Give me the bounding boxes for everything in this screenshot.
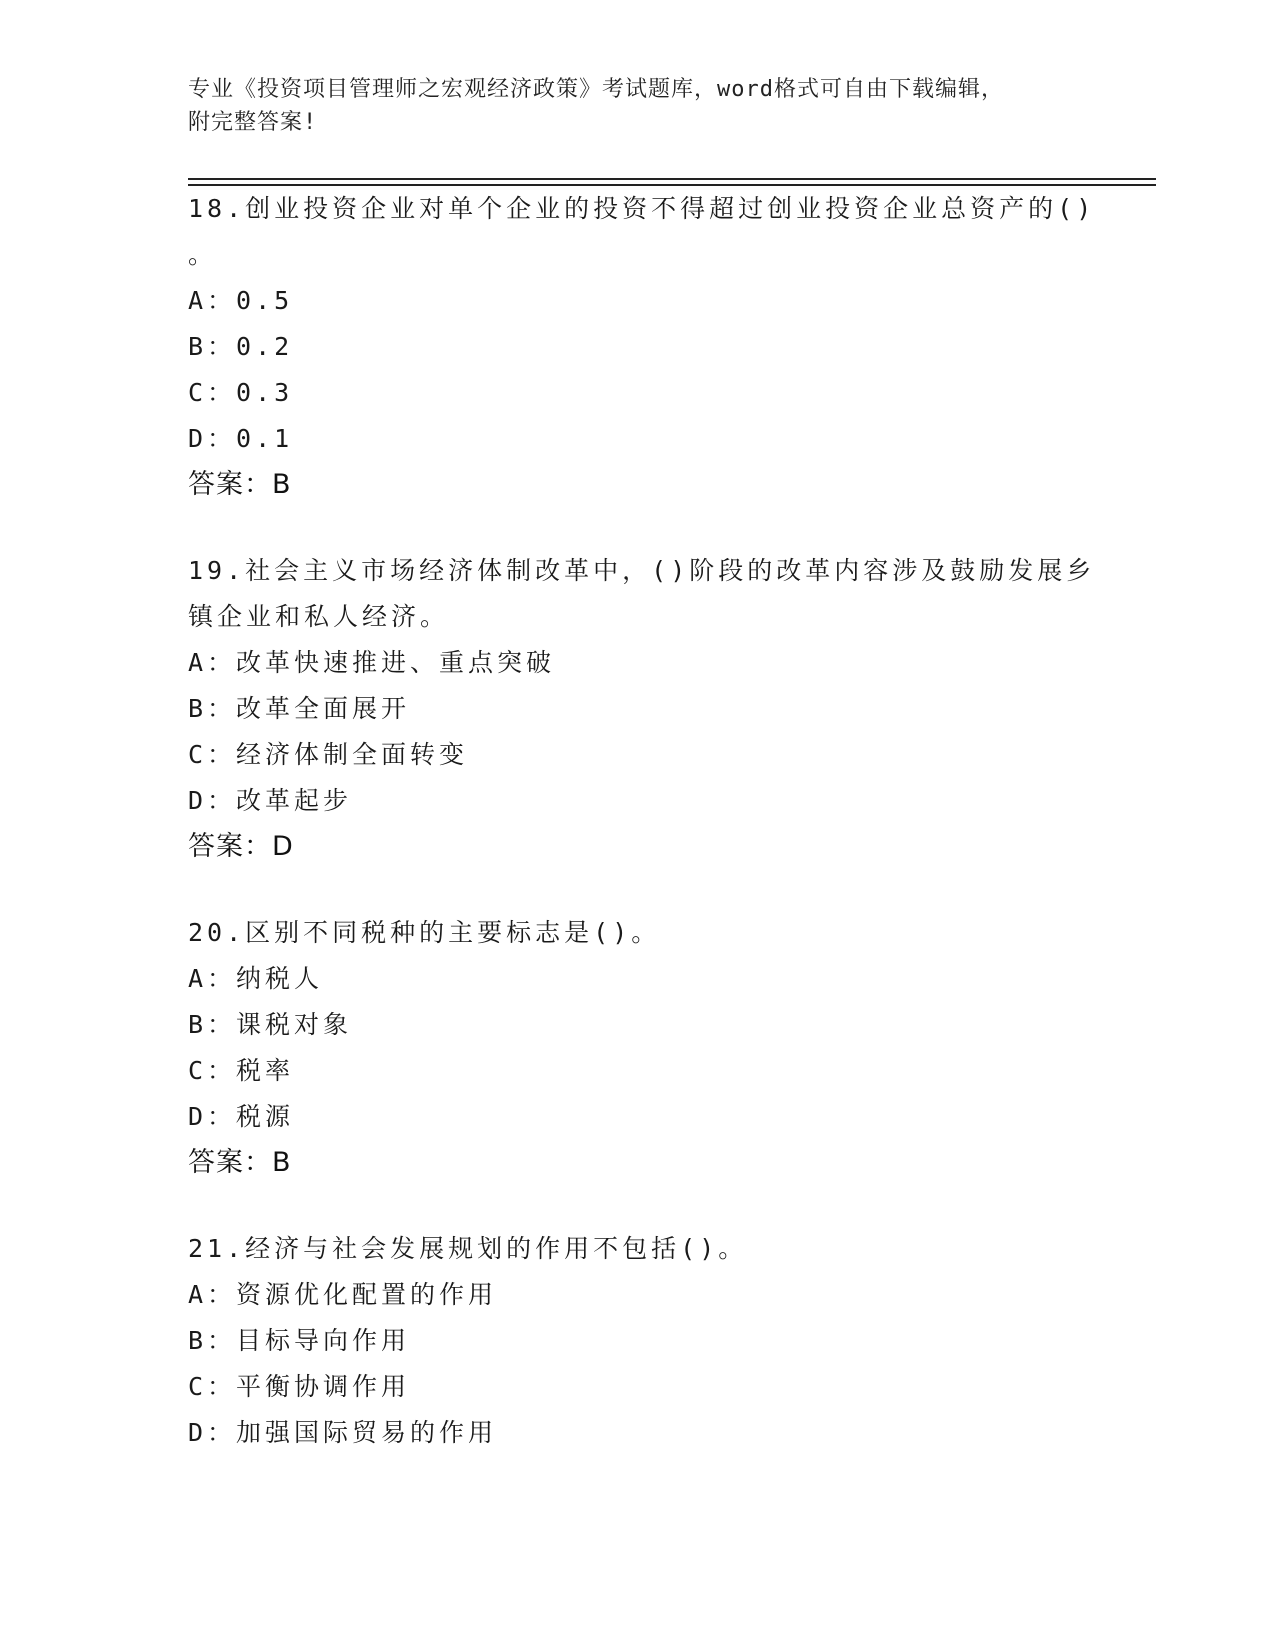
option-b: B：改革全面展开 — [188, 694, 411, 723]
question-20 — [188, 910, 1088, 1186]
answer-label: 答案：B — [188, 469, 292, 500]
option-b: B：0.2 — [188, 332, 294, 361]
option-a: A：资源优化配置的作用 — [188, 1280, 498, 1309]
answer-label: 答案：D — [188, 831, 294, 862]
option-d: D：0.1 — [188, 424, 294, 453]
option-a: A：0.5 — [188, 286, 294, 315]
header-line-1: 专业《投资项目管理师之宏观经济政策》考试题库，word格式可自由下载编辑， — [188, 77, 1004, 102]
option-b: B：目标导向作用 — [188, 1326, 411, 1355]
option-c: C：经济体制全面转变 — [188, 740, 469, 769]
option-b: B：课税对象 — [188, 1010, 353, 1039]
option-c: C：0.3 — [188, 378, 294, 407]
option-d: D：加强国际贸易的作用 — [188, 1418, 498, 1447]
header-divider-top — [188, 178, 1156, 180]
option-d: D：税源 — [188, 1102, 295, 1131]
option-c: C：平衡协调作用 — [188, 1372, 411, 1401]
question-19 — [188, 548, 1096, 870]
question-stem-continuation: 。 — [188, 240, 218, 269]
answer-label: 答案：B — [188, 1147, 292, 1178]
question-stem-continuation: 镇企业和私人经济。 — [188, 602, 450, 631]
question-stem: 19.社会主义市场经济体制改革中，()阶段的改革内容涉及鼓励发展乡 — [188, 556, 1096, 585]
option-a: A：纳税人 — [188, 964, 324, 993]
option-d: D：改革起步 — [188, 786, 353, 815]
document-header — [188, 73, 1088, 139]
header-line-2: 附完整答案! — [188, 110, 318, 135]
question-stem: 20.区别不同税种的主要标志是()。 — [188, 918, 661, 947]
question-18 — [188, 186, 1096, 508]
question-stem: 18.创业投资企业对单个企业的投资不得超过创业投资企业总资产的() — [188, 194, 1096, 223]
question-21 — [188, 1226, 1088, 1456]
option-c: C：税率 — [188, 1056, 295, 1085]
question-stem: 21.经济与社会发展规划的作用不包括()。 — [188, 1234, 748, 1263]
option-a: A：改革快速推进、重点突破 — [188, 648, 556, 677]
